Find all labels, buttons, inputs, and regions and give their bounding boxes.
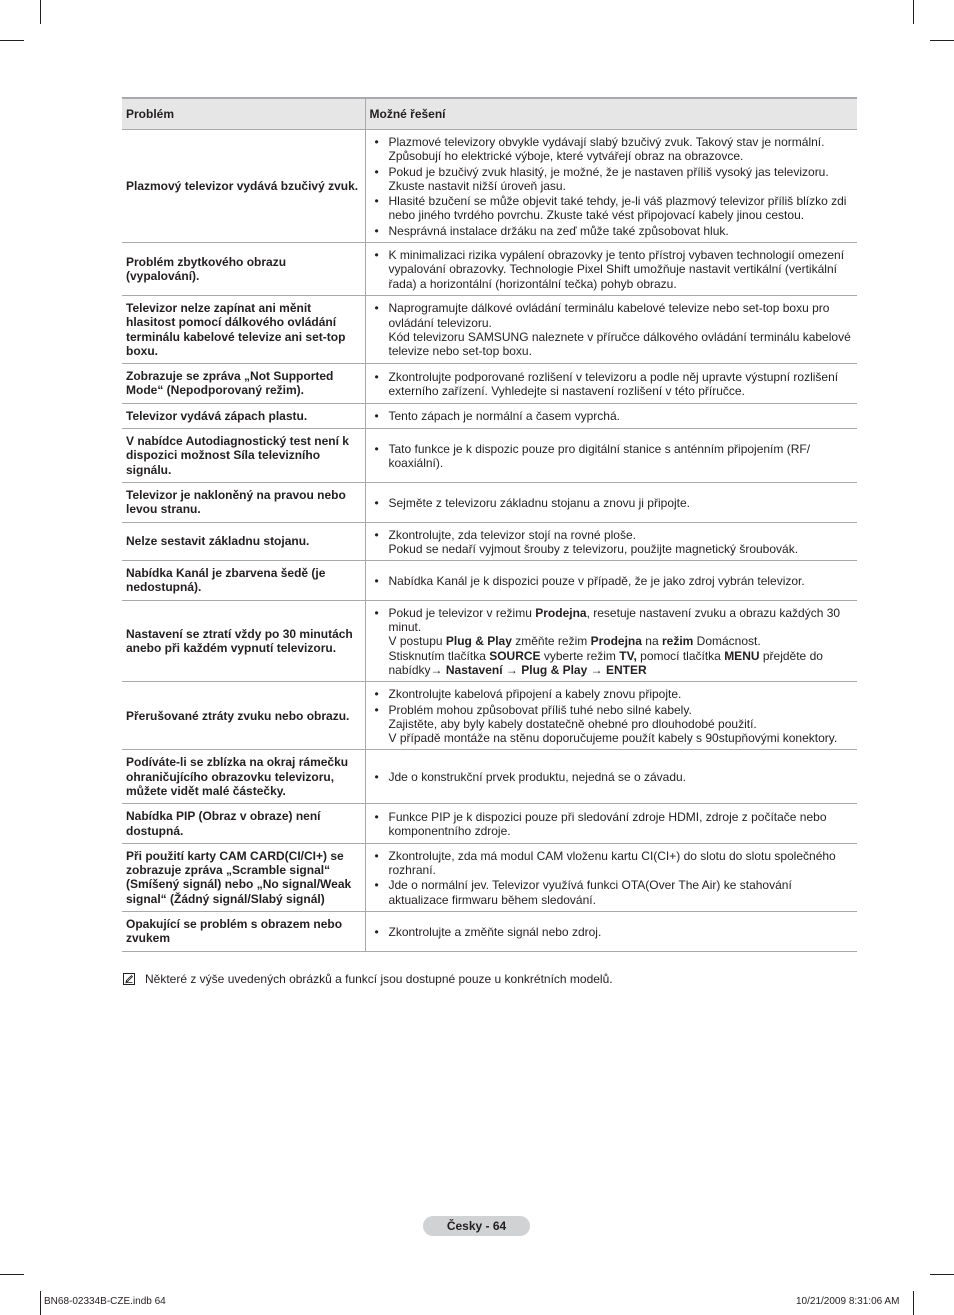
solution-text: pomocí tlačítka [636, 648, 725, 663]
table-row [122, 295, 857, 363]
solution-item [370, 849, 854, 878]
solution-text: , resetuje nastavení zvuku a obrazu každých 30 minut. [388, 605, 841, 635]
solution-text: Stisknutím tlačítka [388, 648, 490, 663]
solution-cell [365, 364, 857, 404]
solution-cell [365, 243, 857, 296]
column-header-solution: Možné řešení [365, 98, 857, 130]
solution-list [370, 810, 854, 839]
solution-list [370, 135, 854, 238]
solution-list [370, 248, 854, 291]
solution-item [370, 165, 854, 194]
problem-cell: Plazmový televizor vydává bzučivý zvuk. [122, 130, 365, 243]
crop-mark [40, 1291, 41, 1315]
solution-item [370, 224, 854, 238]
solution-cell [365, 482, 857, 522]
footer-date: 10/21/2009 8:31:06 AM [796, 1296, 900, 1307]
solution-text: přejděte do nabídky→ [388, 648, 823, 677]
table-row [122, 912, 857, 952]
solution-item [370, 442, 854, 471]
solution-cell [365, 843, 857, 911]
solution-line: • Jde o normální jev. Televizor využívá funkci OTA(Over The Air) ke stahování aktualizace firmwaru během sledování. [388, 878, 792, 907]
page-number-label: Česky - 64 [423, 1216, 530, 1236]
solution-keyword: TV, [619, 648, 637, 663]
solution-item [370, 194, 854, 223]
solution-keyword: MENU [724, 648, 760, 663]
solution-line: • Nesprávná instalace držáku na zeď může také způsobovat hluk. [388, 223, 729, 238]
solution-keyword: režim [661, 634, 694, 649]
solution-item [370, 496, 854, 510]
solution-line: • Jde o konstrukční prvek produktu, nejedná se o závadu. [388, 770, 687, 785]
solution-line: • Tato funkce je k dispozic pouze pro digitální stanice s anténním připojením (RF/ koaxiální). [388, 441, 811, 470]
table-row [122, 429, 857, 483]
table-row [122, 682, 857, 750]
problem-cell: Problém zbytkového obrazu (vypalování). [122, 243, 365, 296]
solution-list [370, 687, 854, 745]
solution-line: • Zkontrolujte, zda televizor stojí na rovné ploše. [388, 527, 636, 542]
problem-cell: Při použití karty CAM CARD(CI/CI+) se zobrazuje zpráva „Scramble signal“ (Smíšený signál) nebo „No signal/Weak signal“ (Žádný signál/Slabý signál) [122, 843, 365, 911]
solution-cell [365, 429, 857, 483]
solution-line: • Zkontrolujte, zda má modul CAM vloženu kartu CI(CI+) do slotu do slotu společného rozhraní. [388, 848, 836, 878]
solution-item [370, 810, 854, 839]
solution-line [389, 634, 854, 648]
solution-item [370, 574, 854, 588]
solution-cell [365, 912, 857, 952]
table-header-row [122, 98, 857, 130]
problem-cell: Televizor vydává zápach plastu. [122, 403, 365, 428]
crop-mark [913, 1291, 914, 1315]
solution-list [370, 496, 854, 510]
solution-item [370, 878, 854, 907]
crop-mark [930, 1274, 954, 1275]
solution-cell [365, 682, 857, 750]
model-note [123, 972, 613, 986]
solution-line: Pokud se nedaří vyjmout šrouby z televizoru, použijte magnetický šroubovák. [388, 541, 799, 556]
solution-item [370, 703, 854, 746]
problem-cell: Podíváte-li se zblízka na okraj rámečku ohraničujícího obrazovku televizoru, můžete vidět malé částečky. [122, 750, 365, 804]
solution-text: na [641, 634, 662, 649]
solution-item [370, 135, 854, 164]
solution-cell [365, 561, 857, 601]
solution-keyword: Prodejna [535, 605, 587, 620]
solution-list [370, 849, 854, 907]
solution-list [370, 528, 854, 557]
solution-item [370, 770, 854, 784]
note-icon [123, 973, 135, 985]
solution-line: • Nabídka Kanál je k dispozici pouze v případě, že je jako zdroj vybrán televizor. [388, 573, 805, 588]
solution-keyword: SOURCE [489, 648, 541, 663]
solution-keyword: ENTER [605, 662, 647, 677]
table-row [122, 750, 857, 804]
solution-list [370, 574, 854, 588]
solution-line [389, 649, 854, 678]
solution-line: V případě montáže na stěnu doporučujeme použít kabely s 90stupňovými konektory. [388, 731, 838, 746]
solution-cell [365, 804, 857, 844]
table-row [122, 522, 857, 561]
solution-keyword: Nastavení [445, 662, 503, 677]
crop-mark [0, 40, 24, 41]
solution-item [370, 370, 854, 399]
solution-keyword: Plug & Play [445, 634, 512, 649]
solution-item [370, 606, 854, 677]
solution-cell [365, 403, 857, 428]
solution-line [389, 606, 854, 635]
solution-item [370, 528, 854, 557]
solution-cell [365, 295, 857, 363]
solution-line: Kód televizoru SAMSUNG naleznete v příručce dálkového ovládání terminálu kabelové televize nebo set-top boxu. [388, 330, 851, 359]
solution-text: → [502, 662, 522, 677]
solution-text: Pokud je televizor v režimu [388, 605, 536, 620]
crop-mark [0, 1274, 24, 1275]
solution-line: • Hlasité bzučení se může objevit také tehdy, je-li váš plazmový televizor příliš blízko zdi nebo jiného tvrdého povrchu. Zkuste také vést připojovací kabely jinou cestou. [388, 194, 847, 223]
solution-line: • Zkontrolujte a změňte signál nebo zdroj. [388, 924, 602, 939]
solution-line: • Pokud je bzučivý zvuk hlasitý, je možné, že je nastaven příliš vysoký jas televizoru. Zkuste nastavit nižší úroveň jasu. [388, 164, 829, 193]
solution-text: vyberte režim [540, 648, 620, 663]
solution-item [370, 925, 854, 939]
problem-cell: Zobrazuje se zpráva „Not Supported Mode“ (Nepodporovaný režim). [122, 364, 365, 404]
problem-cell: Nelze sestavit základnu stojanu. [122, 522, 365, 561]
table-row [122, 482, 857, 522]
problem-cell: Opakující se problém s obrazem nebo zvukem [122, 912, 365, 952]
solution-item [370, 248, 854, 291]
solution-cell [365, 600, 857, 681]
solution-text: V postupu [388, 634, 446, 649]
solution-line: • Zkontrolujte kabelová připojení a kabely znovu připojte. [388, 687, 682, 702]
solution-line: • Funkce PIP je k dispozici pouze při sledování zdroje HDMI, zdroje z počítače nebo komponentního zdroje. [388, 809, 827, 839]
solution-list [370, 442, 854, 471]
table-row [122, 403, 857, 428]
problem-cell: Nastavení se ztratí vždy po 30 minutách anebo při každém vypnutí televizoru. [122, 600, 365, 681]
solution-line: • Tento zápach je normální a časem vyprchá. [388, 409, 620, 424]
problem-cell: Televizor je nakloněný na pravou nebo levou stranu. [122, 482, 365, 522]
troubleshooting-table [122, 97, 857, 952]
table-row [122, 843, 857, 911]
solution-list [370, 409, 854, 423]
solution-keyword: Plug & Play [521, 662, 588, 677]
crop-mark [913, 0, 914, 24]
problem-cell: Televizor nelze zapínat ani měnit hlasitost pomocí dálkového ovládání terminálu kabelové televize ani set-top boxu. [122, 295, 365, 363]
solution-line: • K minimalizaci rizika vypálení obrazovky je tento přístroj vybaven technologií omezení vypalování obrazovky. Technologie Pixel Shift umožňuje nastavit vertikální (vertikální řada) a horizontální (horizontální tečka) pohyb obrazu. [388, 248, 845, 291]
solution-text: Domácnost. [693, 634, 761, 649]
solution-text: → [587, 662, 606, 677]
table-row [122, 130, 857, 243]
problem-cell: Přerušované ztráty zvuku nebo obrazu. [122, 682, 365, 750]
solution-item [370, 687, 854, 701]
problem-cell: V nabídce Autodiagnostický test není k dispozici možnost Síla televizního signálu. [122, 429, 365, 483]
problem-cell: Nabídka Kanál je zbarvena šedě (je nedostupná). [122, 561, 365, 601]
solution-line: • Problém mohou způsobovat příliš tuhé nebo silné kabely. [388, 702, 692, 717]
table-row [122, 561, 857, 601]
solution-cell [365, 750, 857, 804]
solution-line: • Sejměte z televizoru základnu stojanu a znovu ji připojte. [388, 495, 690, 510]
solution-cell [365, 130, 857, 243]
solution-list [370, 606, 854, 677]
note-text: Některé z výše uvedených obrázků a funkcí jsou dostupné pouze u konkrétních modelů. [145, 972, 613, 986]
solution-line: • Naprogramujte dálkové ovládání terminálu kabelové televize nebo set-top boxu pro ovládání televizoru. [388, 301, 830, 330]
solution-list [370, 770, 854, 784]
solution-list [370, 925, 854, 939]
solution-keyword: Prodejna [590, 634, 642, 649]
table-row [122, 243, 857, 296]
solution-list [370, 301, 854, 358]
problem-cell: Nabídka PIP (Obraz v obraze) není dostupná. [122, 804, 365, 844]
solution-list [370, 370, 854, 399]
solution-text: změňte režim [511, 634, 591, 649]
footer-file-info: BN68-02334B-CZE.indb 64 [44, 1296, 166, 1307]
solution-item [370, 301, 854, 358]
crop-mark [40, 0, 41, 24]
solution-line: • Plazmové televizory obvykle vydávají slabý bzučivý zvuk. Takový stav je normální. Způsobují ho elektrické výboje, které vytvářejí obraz na obrazovce. [388, 135, 825, 164]
solution-line: Zajistěte, aby byly kabely dostatečně ohebné pro dlouhodobé použití. [388, 716, 757, 731]
solution-cell [365, 522, 857, 561]
crop-mark [930, 40, 954, 41]
column-header-problem: Problém [122, 98, 365, 130]
solution-line: • Zkontrolujte podporované rozlišení v televizoru a podle něj upravte výstupní rozlišení externího zařízení. Vyhledejte si nastavení rozlišení v této příručce. [388, 369, 839, 398]
table-row [122, 364, 857, 404]
solution-item [370, 409, 854, 423]
table-row [122, 600, 857, 681]
table-body [122, 130, 857, 952]
table-row [122, 804, 857, 844]
